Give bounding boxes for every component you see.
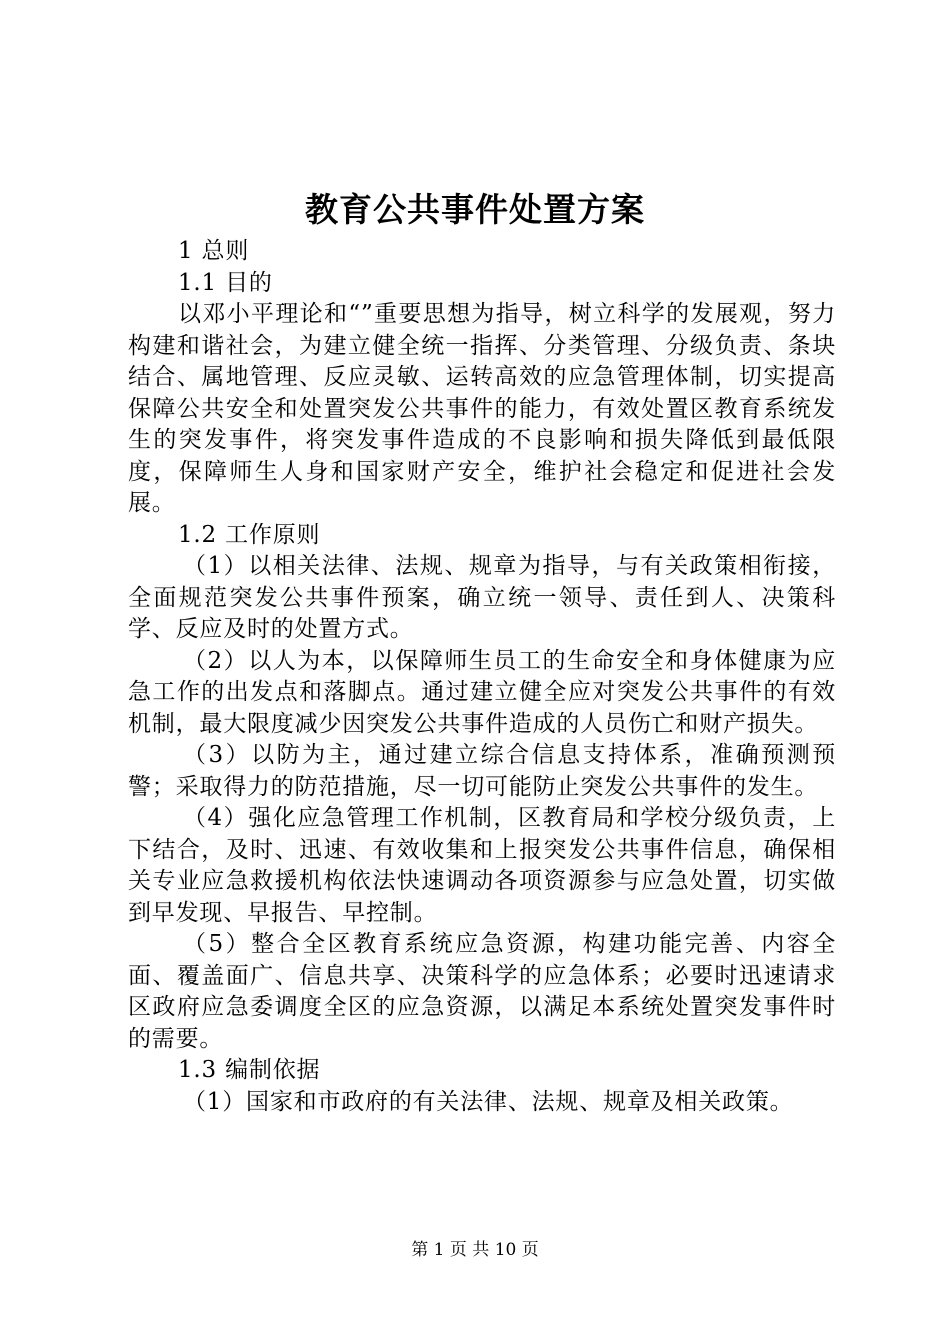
page-footer: 第 1 页 共 10 页 bbox=[411, 1240, 539, 1260]
basis-item: （1）国家和市政府的有关法律、法规、规章及相关政策。 bbox=[183, 1088, 794, 1115]
document-title: 教育公共事件处置方案 bbox=[305, 190, 645, 229]
principle-item: （1）以相关法律、法规、规章为指导，与有关政策相衔接，全面规范突发公共事件预案，确立统一领导、责任到人、决策科学、反应及时的处置方式。 bbox=[128, 553, 836, 642]
principle-item: （4）强化应急管理工作机制，区教育局和学校分级负责，上下结合，及时、迅速、有效收集和上报突发公共事件信息，确保相关专业应急救援机构依法快速调动各项资源参与应急处置，切实做到早发现、早报告、早控制。 bbox=[128, 805, 836, 926]
section-heading: 1 总则 bbox=[178, 238, 250, 264]
section-heading: 1.3 编制依据 bbox=[178, 1057, 321, 1083]
section-heading: 1.1 目的 bbox=[178, 269, 273, 296]
document-body bbox=[128, 236, 836, 1118]
section-heading: 1.2 工作原则 bbox=[178, 521, 321, 548]
principle-item: （5）整合全区教育系统应急资源，构建功能完善、内容全面、覆盖面广、信息共享、决策科学的应急体系；必要时迅速请求区政府应急委调度全区的应急资源，以满足本系统处置突发事件时的需要。 bbox=[128, 931, 836, 1052]
paragraph: 以邓小平理论和“”重要思想为指导，树立科学的发展观，努力构建和谐社会，为建立健全统一指挥、分类管理、分级负责、条块结合、属地管理、反应灵敏、运转高效的应急管理体制，切实提高保障公共安全和处置突发公共事件的能力，有效处置区教育系统发生的突发事件，将突发事件造成的不良影响和损失降低到最低限度，保障师生人身和国家财产安全，维护社会稳定和促进社会发展。 bbox=[128, 301, 836, 516]
principle-item: （3）以防为主，通过建立综合信息支持体系，准确预测预警；采取得力的防范措施，尽一切可能防止突发公共事件的发生。 bbox=[128, 742, 836, 800]
principle-item: （2）以人为本，以保障师生员工的生命安全和身体健康为应急工作的出发点和落脚点。通过建立健全应对突发公共事件的有效机制，最大限度减少因突发公共事件造成的人员伤亡和财产损失。 bbox=[128, 647, 836, 737]
